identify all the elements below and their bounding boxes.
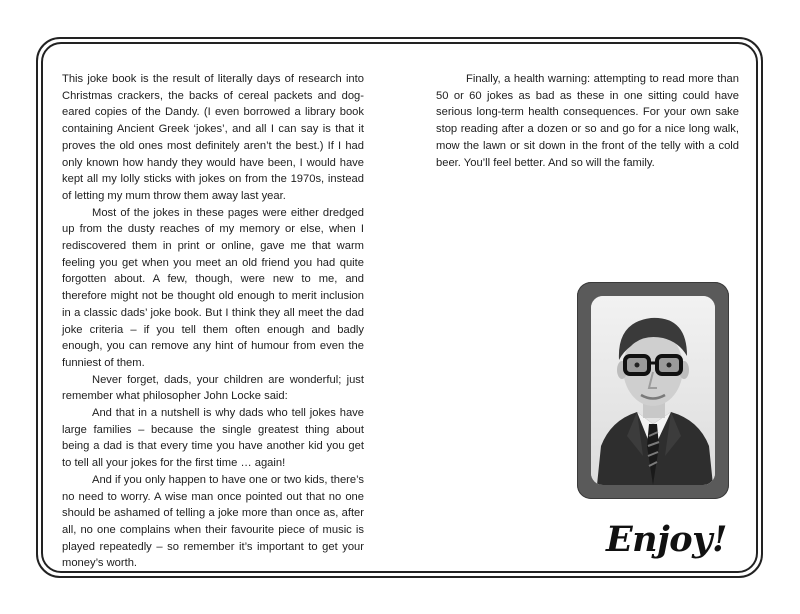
paragraph-dredged-jokes: Most of the jokes in these pages were either dredged up from the dusty reaches of my memory or else, when I rediscovered them in print or online, gave me that warm feeling you get when you meet an old friend you had quite forgotten about. A few, though, were new to me, and therefore might not be thought old enough to merit inclusion in a classic dads’ joke book. But I think they all meet the dad joke criteria – if you tell them often enough and badly enough, you can remove any hint of humour from even the funniest of them. xyxy=(62,206,364,369)
right-text-column xyxy=(436,71,739,171)
enjoy-signoff: Enjoy! xyxy=(606,519,727,560)
paragraph-nutshell: And that in a nutshell is why dads who tell jokes have large families – because the single greatest thing about being a dad is that every time you have another kid you get to tell all your jokes for the first time … again! xyxy=(62,407,364,470)
author-portrait-image xyxy=(591,296,715,485)
paragraph-health-warning: Finally, a health warning: attempting to read more than 50 or 60 jokes as bad as these in one sitting could have serious long-term health consequences. For your own sake stop reading after a dozen or so and go for a nice long walk, mow the lawn or sit down in the front of the telly with a cold beer. You’ll feel better. And so will the family. xyxy=(436,73,739,169)
paragraph-intro: This joke book is the result of literally days of research into Christmas crackers, the backs of cereal packets and dog-eared copies of the Dandy. (I even borrowed a library book containing Ancient Greek ‘jokes’, and all I can say is that it proves the old ones most definitely aren’t the best.) If I had only known how handy they would have been, I would have kept all my lolly sticks with jokes on from the 1970s, instead of letting my mum throw them away last year. xyxy=(62,73,364,202)
paragraph-one-or-two-kids: And if you only happen to have one or two kids, there’s no need to worry. A wise man once pointed out that no one should be ashamed of telling a joke more than once as, after all, no one complains when their favourite piece of music is played repeatedly – so remember it’s important to get your money’s worth. xyxy=(62,473,364,570)
paragraph-never-forget: Never forget, dads, your children are wonderful; just remember what philosopher John Locke said: xyxy=(62,373,364,403)
author-photo xyxy=(591,296,715,485)
left-text-column xyxy=(62,71,364,572)
author-photo-frame xyxy=(577,282,729,499)
